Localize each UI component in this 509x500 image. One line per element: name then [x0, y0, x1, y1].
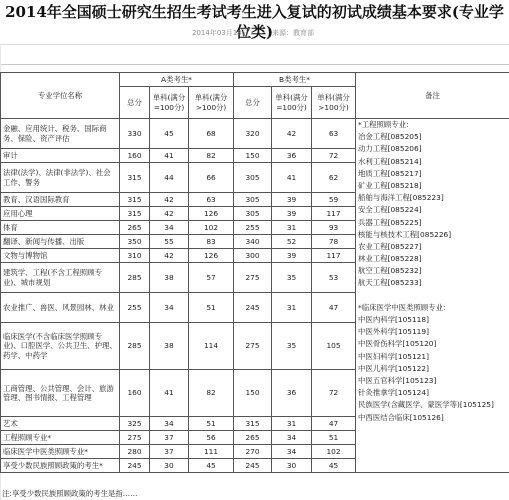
score-cell-b-1: 36 [272, 370, 312, 417]
score-cell-b-1: 31 [272, 221, 312, 235]
score-cell-a-0: 280 [120, 445, 150, 459]
score-cell-a-0: 285 [120, 263, 150, 293]
major-name-cell: 教育、汉语国际教育 [1, 193, 120, 207]
score-cell-a-2: 126 [189, 207, 234, 221]
score-cell-a-1: 38 [150, 263, 189, 293]
note-line: 地质工程[085217] [358, 168, 422, 178]
score-cell-b-2: 53 [312, 263, 356, 293]
score-cell-a-1: 30 [150, 459, 189, 473]
score-cell-a-1: 42 [150, 249, 189, 263]
score-cell-a-0: 160 [120, 370, 150, 417]
page-title: 2014年全国硕士研究生招生考试考生进入复试的初试成绩基本要求(专业学位类) [5, 3, 504, 41]
score-cell-a-0: 310 [120, 249, 150, 263]
score-cell-a-2: 66 [189, 163, 234, 193]
score-cell-a-2: 57 [189, 263, 234, 293]
note-line: 中西医结合临床[105126] [358, 412, 444, 422]
score-cell-b-0: 320 [234, 119, 272, 149]
score-cell-a-2: 102 [189, 221, 234, 235]
score-cell-a-1: 37 [150, 431, 189, 445]
score-cell-b-2: 105 [312, 323, 356, 370]
header-b-single100: 单科(满分=100分) [272, 87, 312, 119]
note-line: 民族医学(含藏医学、蒙医学等)[105125] [358, 400, 494, 410]
major-name-cell: 文物与博物馆 [1, 249, 120, 263]
note-line: 水利工程[085214] [358, 156, 422, 166]
score-cell-a-1: 41 [150, 149, 189, 163]
score-cell-b-2: 59 [312, 193, 356, 207]
note-line: 航空工程[085232] [358, 266, 422, 276]
score-cell-a-0: 330 [120, 119, 150, 149]
score-cell-a-2: 63 [189, 193, 234, 207]
note-line: 安全工程[085224] [358, 205, 422, 215]
score-cell-a-0: 315 [120, 163, 150, 193]
footnote: 注:享受少数民族照顾政策的考生是指…… [2, 489, 138, 498]
score-cell-a-0: 265 [120, 221, 150, 235]
score-cell-a-0: 255 [120, 293, 150, 323]
score-cell-b-2: 45 [312, 459, 356, 473]
score-cell-b-1: 39 [272, 207, 312, 221]
score-cell-a-1: 44 [150, 163, 189, 193]
score-cell-a-2: 56 [189, 431, 234, 445]
score-cell-a-1: 34 [150, 417, 189, 431]
major-name-cell: 审计 [1, 149, 120, 163]
header-group-a: A类考生* [120, 73, 234, 87]
score-cell-b-1: 39 [272, 249, 312, 263]
score-cell-a-1: 37 [150, 445, 189, 459]
table-row [1, 119, 509, 149]
note-line: 船舶与海洋工程[085223] [358, 193, 444, 203]
score-cell-b-2: 63 [312, 119, 356, 149]
score-cell-b-2: 47 [312, 293, 356, 323]
score-cell-b-0: 275 [234, 263, 272, 293]
note-line: 冶金工程[085205] [358, 132, 422, 142]
score-cell-a-2: 111 [189, 445, 234, 459]
score-cell-b-1: 30 [272, 459, 312, 473]
header-a-single-gt100: 单科(满分>100分) [189, 87, 234, 119]
score-cell-b-2: 72 [312, 370, 356, 417]
score-cell-b-2: 47 [312, 417, 356, 431]
score-cell-a-2: 51 [189, 417, 234, 431]
score-cell-b-1: 42 [272, 119, 312, 149]
score-cell-a-0: 275 [120, 431, 150, 445]
publish-date: 2014年03月18日 [192, 29, 249, 37]
score-cell-b-1: 34 [272, 445, 312, 459]
major-name-cell: 建筑学、工程(不含工程照顾专业)、城市规划 [1, 263, 120, 293]
note-line: 中医五官科学[105123] [358, 375, 437, 385]
header-a-single100: 单科(满分=100分) [150, 87, 189, 119]
score-cell-b-2: 72 [312, 149, 356, 163]
score-cell-a-1: 41 [150, 370, 189, 417]
score-cell-a-2: 68 [189, 119, 234, 149]
score-cell-b-1: 31 [272, 293, 312, 323]
header-group-b: B类考生* [234, 73, 356, 87]
score-cell-b-0: 265 [234, 431, 272, 445]
score-cell-b-2: 62 [312, 163, 356, 193]
score-cell-a-2: 51 [189, 293, 234, 323]
note-line: 针灸推拿学[105124] [358, 388, 429, 398]
score-cell-a-1: 38 [150, 323, 189, 370]
score-cell-b-2: 117 [312, 207, 356, 221]
score-cell-b-0: 300 [234, 249, 272, 263]
score-cell-b-2: 117 [312, 249, 356, 263]
score-cell-a-1: 42 [150, 193, 189, 207]
major-name-cell: 工商管理、公共管理、会计、旅游管理、图书情报、工程管理 [1, 370, 120, 417]
score-cell-b-2: 93 [312, 221, 356, 235]
header-divider [0, 44, 509, 45]
score-cell-a-1: 34 [150, 221, 189, 235]
major-name-cell: 临床医学中医类照顾专业* [1, 445, 120, 459]
note-line: 兵器工程[085225] [358, 217, 422, 227]
major-name-cell: 享受少数民族照顾政策的考生* [1, 459, 120, 473]
major-name-cell: 临床医学(不含临床医学照顾专业)、口腔医学、公共卫生、护理、药学、中药学 [1, 323, 120, 370]
score-cell-b-0: 255 [234, 221, 272, 235]
score-cell-a-2: 83 [189, 235, 234, 249]
score-cell-b-1: 39 [272, 193, 312, 207]
score-cell-b-0: 305 [234, 163, 272, 193]
major-name-cell: 体育 [1, 221, 120, 235]
major-name-cell: 农业推广、兽医、风景园林、林业 [1, 293, 120, 323]
score-cell-a-1: 42 [150, 207, 189, 221]
note-line [358, 290, 507, 302]
note-line: 中医儿科学[105122] [358, 363, 429, 373]
major-name-cell: 应用心理 [1, 207, 120, 221]
score-cell-a-2: 45 [189, 459, 234, 473]
score-cell-a-2: 114 [189, 323, 234, 370]
note-line: 中医妇科学[105121] [358, 351, 429, 361]
score-cell-b-0: 150 [234, 149, 272, 163]
note-line: 动力工程[085206] [358, 144, 422, 154]
note-line: 农业工程[085227] [358, 241, 422, 251]
note-line: *工程照顾专业: [358, 120, 409, 129]
score-cell-b-1: 41 [272, 163, 312, 193]
note-cell [356, 119, 509, 473]
header-b-single-gt100: 单科(满分>100分) [312, 87, 356, 119]
note-line: 中医外科学[105119] [358, 327, 429, 337]
source-label: 来源：教育部 [272, 29, 314, 37]
header-note: 备注 [356, 73, 509, 119]
major-name-cell: 艺术 [1, 417, 120, 431]
score-cell-a-0: 315 [120, 193, 150, 207]
score-cell-b-0: 150 [234, 370, 272, 417]
note-line: 中医内科学[105118] [358, 315, 429, 324]
score-table [0, 72, 509, 473]
note-line: 林业工程[085228] [358, 254, 422, 264]
score-cell-a-1: 45 [150, 119, 189, 149]
major-name-cell: 金融、应用统计、税务、国际商务、保险、资产评估 [1, 119, 120, 149]
score-cell-b-0: 305 [234, 207, 272, 221]
score-cell-a-0: 245 [120, 459, 150, 473]
score-cell-a-2: 82 [189, 370, 234, 417]
major-name-cell: 法律(法学)、法律(非法学)、社会工作、警务 [1, 163, 120, 193]
score-cell-b-1: 35 [272, 263, 312, 293]
score-cell-a-0: 285 [120, 323, 150, 370]
score-cell-b-0: 245 [234, 459, 272, 473]
score-cell-a-1: 34 [150, 293, 189, 323]
score-table-body [1, 119, 509, 473]
header-major: 专业学位名称 [1, 73, 120, 119]
score-cell-a-0: 325 [120, 417, 150, 431]
major-name-cell: 工程照顾专业* [1, 431, 120, 445]
score-cell-a-0: 350 [120, 235, 150, 249]
score-cell-a-2: 126 [189, 249, 234, 263]
note-line: 航天工程[085233] [358, 278, 422, 288]
score-cell-b-0: 340 [234, 235, 272, 249]
score-cell-b-2: 102 [312, 445, 356, 459]
note-line: *临床医学中医类照顾专业: [358, 302, 446, 312]
score-cell-b-1: 31 [272, 417, 312, 431]
note-line: 矿业工程[085218] [358, 180, 422, 190]
score-cell-b-2: 78 [312, 235, 356, 249]
header-b-total: 总分 [234, 87, 272, 119]
score-cell-b-0: 315 [234, 417, 272, 431]
major-name-cell: 翻译、新闻与传播、出版 [1, 235, 120, 249]
score-cell-a-0: 315 [120, 207, 150, 221]
score-cell-b-1: 35 [272, 323, 312, 370]
score-cell-a-2: 82 [189, 149, 234, 163]
score-cell-a-0: 160 [120, 149, 150, 163]
score-cell-b-0: 275 [234, 323, 272, 370]
header-a-total: 总分 [120, 87, 150, 119]
score-cell-b-0: 270 [234, 445, 272, 459]
note-line: 中医骨伤科学[105120] [358, 339, 437, 349]
content-divider [0, 64, 509, 65]
score-cell-b-0: 245 [234, 293, 272, 323]
score-cell-a-1: 55 [150, 235, 189, 249]
note-line: 核能与核技术工程[085226] [358, 229, 452, 239]
score-cell-b-1: 52 [272, 235, 312, 249]
score-cell-b-2: 51 [312, 431, 356, 445]
score-cell-b-0: 305 [234, 193, 272, 207]
score-cell-b-1: 34 [272, 431, 312, 445]
score-cell-b-1: 36 [272, 149, 312, 163]
